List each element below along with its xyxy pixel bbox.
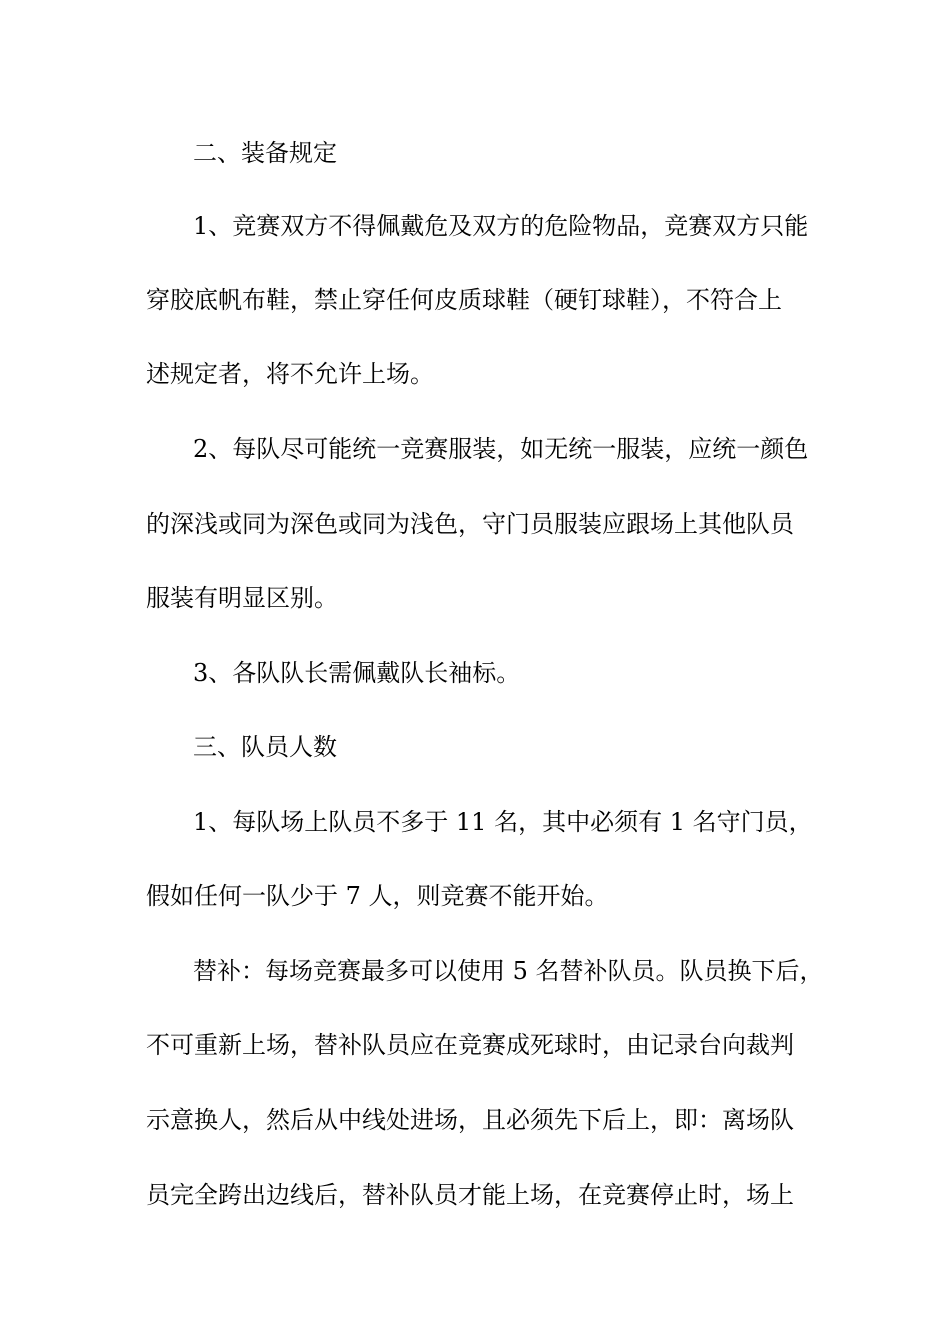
paragraph-line: 替补：每场竞赛最多可以使用 5 名替补队员。队员换下后， <box>193 957 824 985</box>
paragraph-line: 1、竞赛双方不得佩戴危及双方的危险物品，竞赛双方只能 <box>193 212 809 240</box>
paragraph-line: 2、每队尽可能统一竞赛服装，如无统一服装，应统一颜色 <box>193 435 809 463</box>
paragraph-line: 穿胶底帆布鞋，禁止穿任何皮质球鞋（硬钉球鞋），不符合上 <box>146 286 782 314</box>
section-heading-players: 三、队员人数 <box>193 733 337 761</box>
paragraph-line: 员完全跨出边线后，替补队员才能上场，在竞赛停止时，场上 <box>146 1181 794 1209</box>
paragraph-line: 1、每队场上队员不多于 11 名，其中必须有 1 名守门员， <box>193 808 813 836</box>
paragraph-line: 的深浅或同为深色或同为浅色，守门员服装应跟场上其他队员 <box>146 510 794 538</box>
paragraph-line: 假如任何一队少于 7 人，则竞赛不能开始。 <box>146 882 609 910</box>
section-heading-equipment: 二、装备规定 <box>193 139 337 167</box>
paragraph-line: 述规定者，将不允许上场。 <box>146 360 434 388</box>
paragraph-line: 服装有明显区别。 <box>146 584 338 612</box>
paragraph-line: 3、各队队长需佩戴队长袖标。 <box>193 659 521 687</box>
paragraph-line: 不可重新上场，替补队员应在竞赛成死球时，由记录台向裁判 <box>146 1031 794 1059</box>
paragraph-line: 示意换人，然后从中线处进场，且必须先下后上，即：离场队 <box>146 1106 794 1134</box>
